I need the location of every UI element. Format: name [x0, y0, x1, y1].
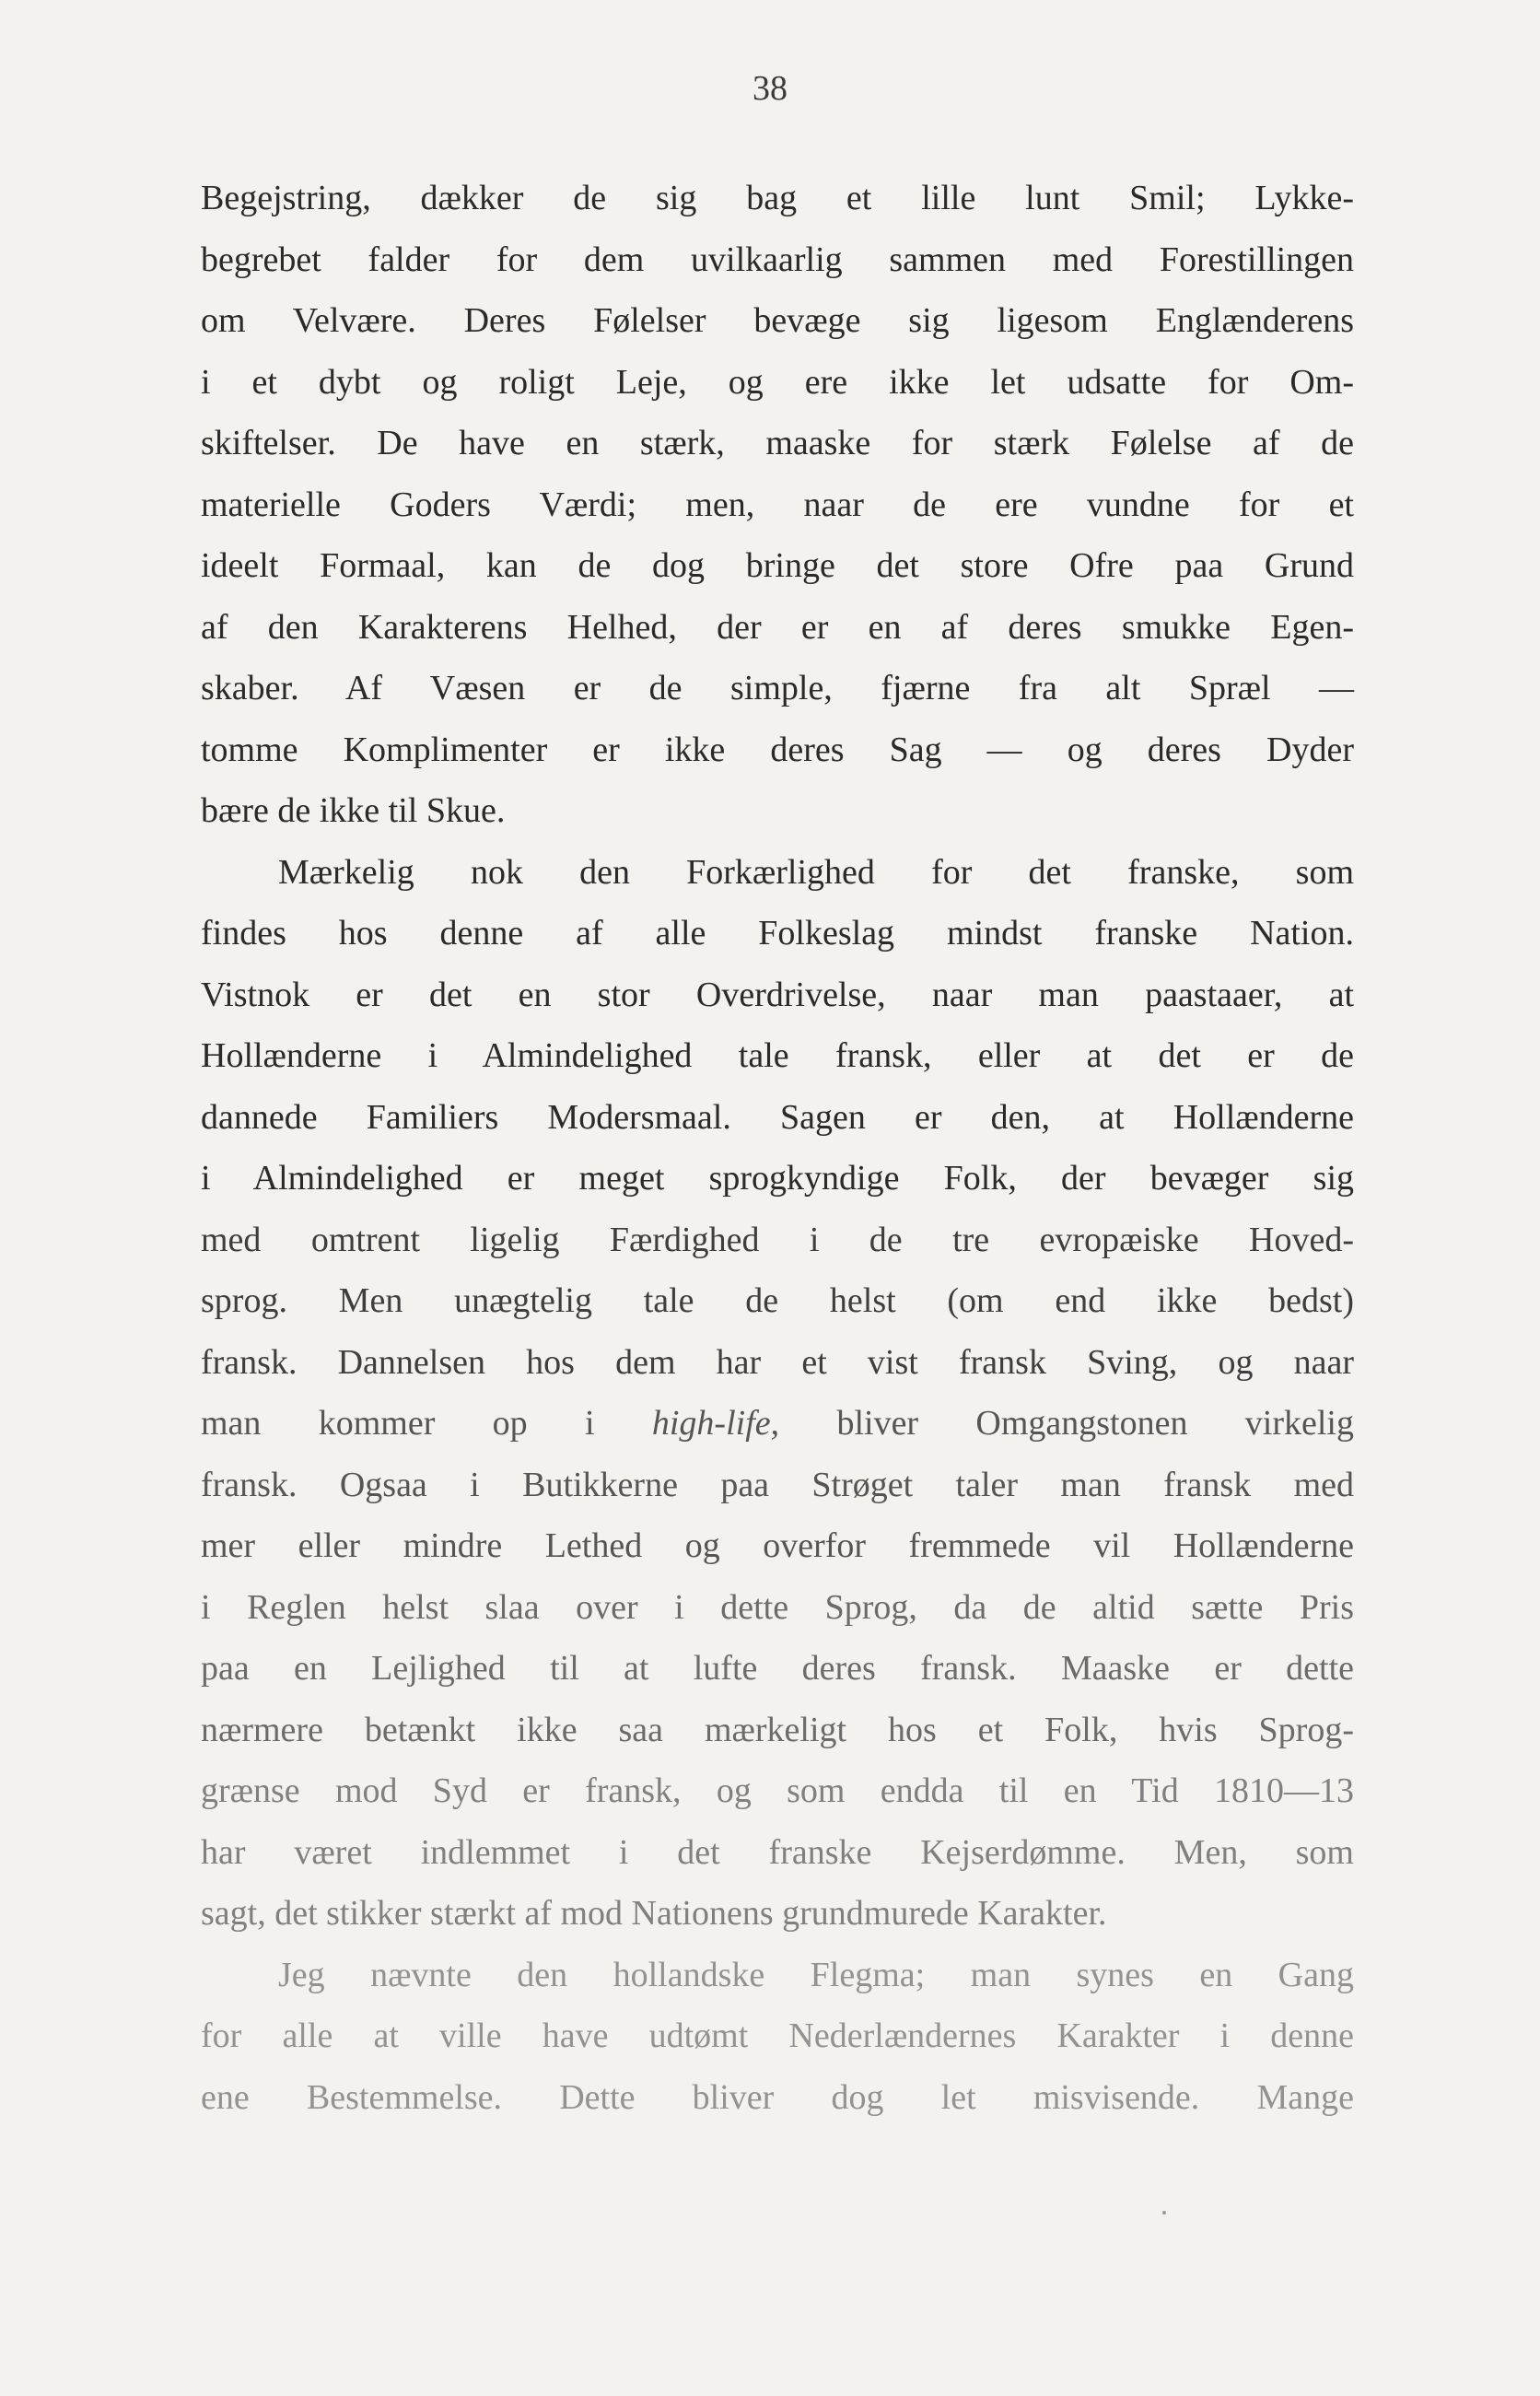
text-line: skiftelser. De have en stærk, maaske for stærk Følelse af de [201, 424, 1354, 462]
text-line: med omtrent ligelig Færdighed i de tre evropæiske Hoved- [201, 1220, 1354, 1259]
text-line: ene Bestemmelse. Dette bliver dog let misvisende. Mange [201, 2077, 1354, 2117]
italic-text: high-life [651, 1404, 771, 1443]
text-line: fransk. Ogsaa i Butikkerne paa Strøget taler man fransk med [201, 1465, 1354, 1504]
text-line [201, 1393, 1354, 1455]
page-speck [1162, 2211, 1166, 2215]
text-line: materielle Goders Værdi; men, naar de ere vundne for et [201, 485, 1354, 524]
text-line: findes hos denne af alle Folkeslag mindst franske Nation. [201, 914, 1354, 953]
text-line: af den Karakterens Helhed, der er en af deres smukke Egen- [201, 607, 1354, 647]
text-line: bære de ikke til Skue. [201, 791, 506, 830]
text-line: mer eller mindre Lethed og overfor fremmede vil Hollænderne [201, 1526, 1354, 1565]
text-line: i Reglen helst slaa over i dette Sprog, da de altid sætte Pris [201, 1587, 1354, 1627]
text-line: for alle at ville have udtømt Nederlændernes Karakter i denne [201, 2016, 1354, 2055]
text-line: tomme Komplimenter er ikke deres Sag — og deres Dyder [201, 730, 1354, 769]
text-line: Mærkelig nok den Forkærlighed for det franske, som [278, 852, 1354, 892]
text-line: sagt, det stikker stærkt af mod Nationens grundmurede Karakter. [201, 1894, 1107, 1933]
text-line: har været indlemmet i det franske Kejserdømme. Men, som [201, 1832, 1354, 1872]
text-line: begrebet falder for dem uvilkaarlig sammen med Forestillingen [201, 240, 1354, 279]
text-line: i et dybt og roligt Leje, og ere ikke let udsatte for Om- [201, 362, 1354, 402]
text-segment: , bliver Omgangstonen virkelig [770, 1404, 1354, 1443]
text-segment: man kommer op i [201, 1404, 652, 1443]
text-line: nærmere betænkt ikke saa mærkeligt hos et Folk, hvis Sprog- [201, 1710, 1354, 1749]
text-line: skaber. Af Væsen er de simple, fjærne fra alt Spræl — [201, 669, 1354, 707]
text-line: grænse mod Syd er fransk, og som endda til en Tid 1810—13 [201, 1771, 1354, 1810]
text-line: fransk. Dannelsen hos dem har et vist fransk Sving, og naar [201, 1342, 1354, 1382]
body-text [201, 168, 1354, 2128]
text-line: ideelt Formaal, kan de dog bringe det store Ofre paa Grund [201, 546, 1354, 585]
text-line: Hollænderne i Almindelighed tale fransk, eller at det er de [201, 1036, 1354, 1075]
text-line: dannede Familiers Modersmaal. Sagen er den, at Hollænderne [201, 1097, 1354, 1137]
text-line: sprog. Men unægtelig tale de helst (om end ikke bedst) [201, 1281, 1354, 1320]
text-line: paa en Lejlighed til at lufte deres fransk. Maaske er dette [201, 1649, 1354, 1688]
text-line: Vistnok er det en stor Overdrivelse, naar man paastaaer, at [201, 975, 1354, 1014]
text-line: om Velvære. Deres Følelser bevæge sig ligesom Englænderens [201, 301, 1354, 340]
page-number: 38 [752, 69, 788, 108]
text-line: Jeg nævnte den hollandske Flegma; man synes en Gang [278, 1955, 1354, 1994]
text-line: i Almindelighed er meget sprogkyndige Folk, der bevæger sig [201, 1159, 1354, 1198]
text-line: Begejstring, dækker de sig bag et lille lunt Smil; Lykke- [201, 179, 1354, 217]
